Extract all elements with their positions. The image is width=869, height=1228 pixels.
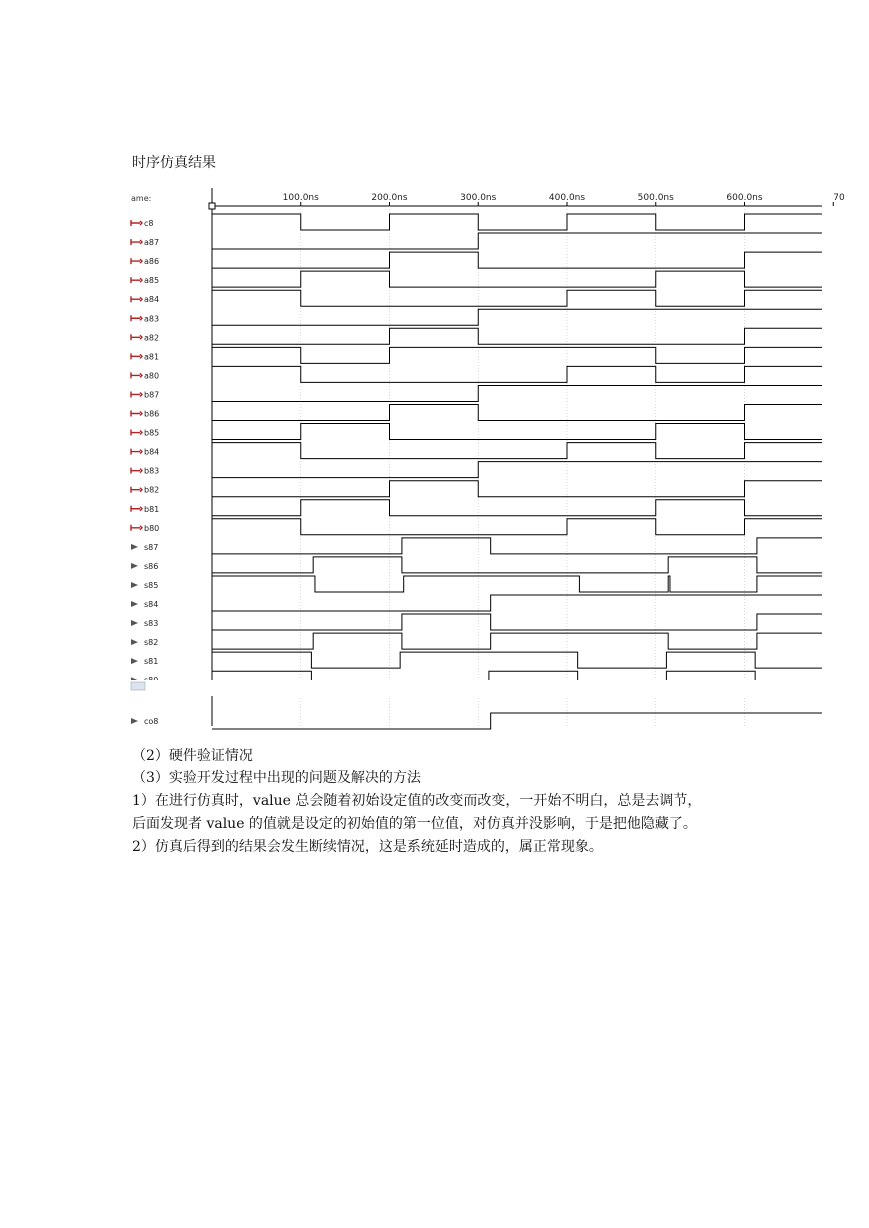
input-pin-icon <box>131 468 142 474</box>
signal-row-b81 <box>131 500 822 516</box>
signal-row-co8 <box>131 713 822 729</box>
signal-name: a84 <box>144 295 160 305</box>
signal-trace <box>212 633 822 649</box>
time-label: 400.0ns <box>548 193 586 203</box>
signal-name: b86 <box>144 409 160 419</box>
signal-trace <box>212 713 822 729</box>
input-pin-icon <box>131 506 142 512</box>
signal-trace <box>212 252 822 268</box>
signal-row-a87 <box>131 233 822 249</box>
pane-splitter-icon[interactable] <box>131 682 145 690</box>
signal-trace <box>212 290 822 306</box>
signal-name: b84 <box>144 447 160 457</box>
paragraph-problem-1: 1）在进行仿真时，value 总会随着初始设定值的改变而改变，一开始不明白，总是去调节， <box>132 793 702 809</box>
input-pin-icon <box>131 353 142 359</box>
signal-name: a82 <box>144 333 160 343</box>
signal-name: s87 <box>144 542 159 552</box>
signal-name: s82 <box>144 638 159 648</box>
signal-trace <box>212 233 822 249</box>
signal-row-b85 <box>131 424 822 440</box>
output-pin-icon <box>131 718 138 724</box>
time-label: 70 <box>833 193 845 203</box>
signal-row-s87 <box>131 538 822 554</box>
signal-name: s86 <box>144 561 159 571</box>
output-pin-icon <box>131 620 138 626</box>
name-column-header: ame: <box>131 194 152 203</box>
paragraph-hardware-verification: （2）硬件验证情况 <box>132 748 253 764</box>
paragraph-problem-2: 2）仿真后得到的结果会发生断续情况，这是系统延时造成的，属正常现象。 <box>132 839 603 855</box>
time-label: 100.0ns <box>282 193 319 203</box>
output-pin-icon <box>131 639 138 645</box>
signal-trace <box>212 443 822 459</box>
signal-row-a81 <box>131 347 822 363</box>
output-pin-icon <box>131 601 138 607</box>
signal-name: b87 <box>144 390 160 400</box>
signal-row-b87 <box>131 385 822 401</box>
paragraph-problems-heading: （3）实验开发过程中出现的问题及解决的方法 <box>132 770 421 786</box>
time-label: 300.0ns <box>460 193 497 203</box>
signal-trace <box>212 347 822 363</box>
signal-name: s81 <box>144 657 159 667</box>
input-pin-icon <box>131 372 142 378</box>
signal-row-a85 <box>131 271 822 287</box>
signal-row-s85 <box>131 576 822 592</box>
input-pin-icon <box>131 525 142 531</box>
signal-row-a80 <box>131 366 822 382</box>
time-label: 500.0ns <box>637 193 674 203</box>
signal-row-b84 <box>131 443 822 459</box>
input-pin-icon <box>131 391 142 397</box>
timing-waveform <box>128 186 845 726</box>
output-pin-icon <box>131 563 138 569</box>
signal-name: b82 <box>144 485 160 495</box>
signal-row-b86 <box>131 405 822 421</box>
signal-row-s84 <box>131 595 822 611</box>
signal-trace <box>212 405 822 421</box>
pane-gap <box>128 680 822 696</box>
signal-name: a83 <box>144 314 160 324</box>
cursor-marker[interactable] <box>209 203 215 209</box>
signal-trace <box>212 595 822 611</box>
signal-name: b85 <box>144 428 160 438</box>
waveform-canvas <box>128 186 845 726</box>
input-pin-icon <box>131 220 142 226</box>
signal-trace <box>212 519 822 535</box>
time-label: 200.0ns <box>371 193 408 203</box>
signal-trace <box>212 462 822 478</box>
signal-name: a80 <box>144 371 160 381</box>
signal-row-s82 <box>131 633 822 649</box>
signal-name: s85 <box>144 580 159 590</box>
section-heading: 时序仿真结果 <box>132 155 216 171</box>
signal-name: a81 <box>144 352 160 362</box>
signal-name: a86 <box>144 257 160 267</box>
input-pin-icon <box>131 258 142 264</box>
signal-row-b80 <box>131 519 822 535</box>
signal-trace <box>212 500 822 516</box>
signal-name: b80 <box>144 523 160 533</box>
signal-name: b83 <box>144 466 160 476</box>
signal-trace <box>212 481 822 497</box>
signal-name: a87 <box>144 238 160 248</box>
signal-row-s86 <box>131 557 822 573</box>
signal-row-a86 <box>131 252 822 268</box>
input-pin-icon <box>131 296 142 302</box>
input-pin-icon <box>131 277 142 283</box>
signal-name: c8 <box>144 219 154 228</box>
paragraph-problem-1-cont: 后面发现者 value 的值就是设定的初始值的第一位值，对仿真并没影响，于是把他隐藏了。 <box>132 816 697 832</box>
signal-trace <box>212 271 822 287</box>
signal-trace <box>212 366 822 382</box>
signal-row-s81 <box>131 652 822 668</box>
input-pin-icon <box>131 239 142 245</box>
input-pin-icon <box>131 411 142 417</box>
input-pin-icon <box>131 487 142 493</box>
signal-trace <box>212 424 822 440</box>
signal-name: a85 <box>144 276 160 286</box>
signal-trace <box>212 328 822 344</box>
signal-row-a83 <box>131 309 822 325</box>
signal-row-b82 <box>131 481 822 497</box>
signal-trace <box>212 385 822 401</box>
signal-row-a84 <box>131 290 822 306</box>
time-label: 600.0ns <box>726 193 763 203</box>
signal-trace <box>212 576 822 592</box>
input-pin-icon <box>131 430 142 436</box>
output-pin-icon <box>131 544 138 550</box>
input-pin-icon <box>131 449 142 455</box>
signal-name: b81 <box>144 504 160 514</box>
signal-trace <box>212 309 822 325</box>
signal-trace <box>212 214 822 230</box>
signal-trace <box>212 614 822 630</box>
output-pin-icon <box>131 658 138 664</box>
signal-name: s84 <box>144 600 159 609</box>
signal-trace <box>212 557 822 573</box>
signal-name: co8 <box>144 717 159 726</box>
output-pin-icon <box>131 582 138 588</box>
signal-trace <box>212 538 822 554</box>
signal-row-c8 <box>131 214 822 230</box>
signal-row-s83 <box>131 614 822 630</box>
signal-row-b83 <box>131 462 822 478</box>
input-pin-icon <box>131 334 142 340</box>
input-pin-icon <box>131 315 142 321</box>
signal-trace <box>212 652 822 668</box>
signal-row-a82 <box>131 328 822 344</box>
signal-name: s83 <box>144 619 159 629</box>
